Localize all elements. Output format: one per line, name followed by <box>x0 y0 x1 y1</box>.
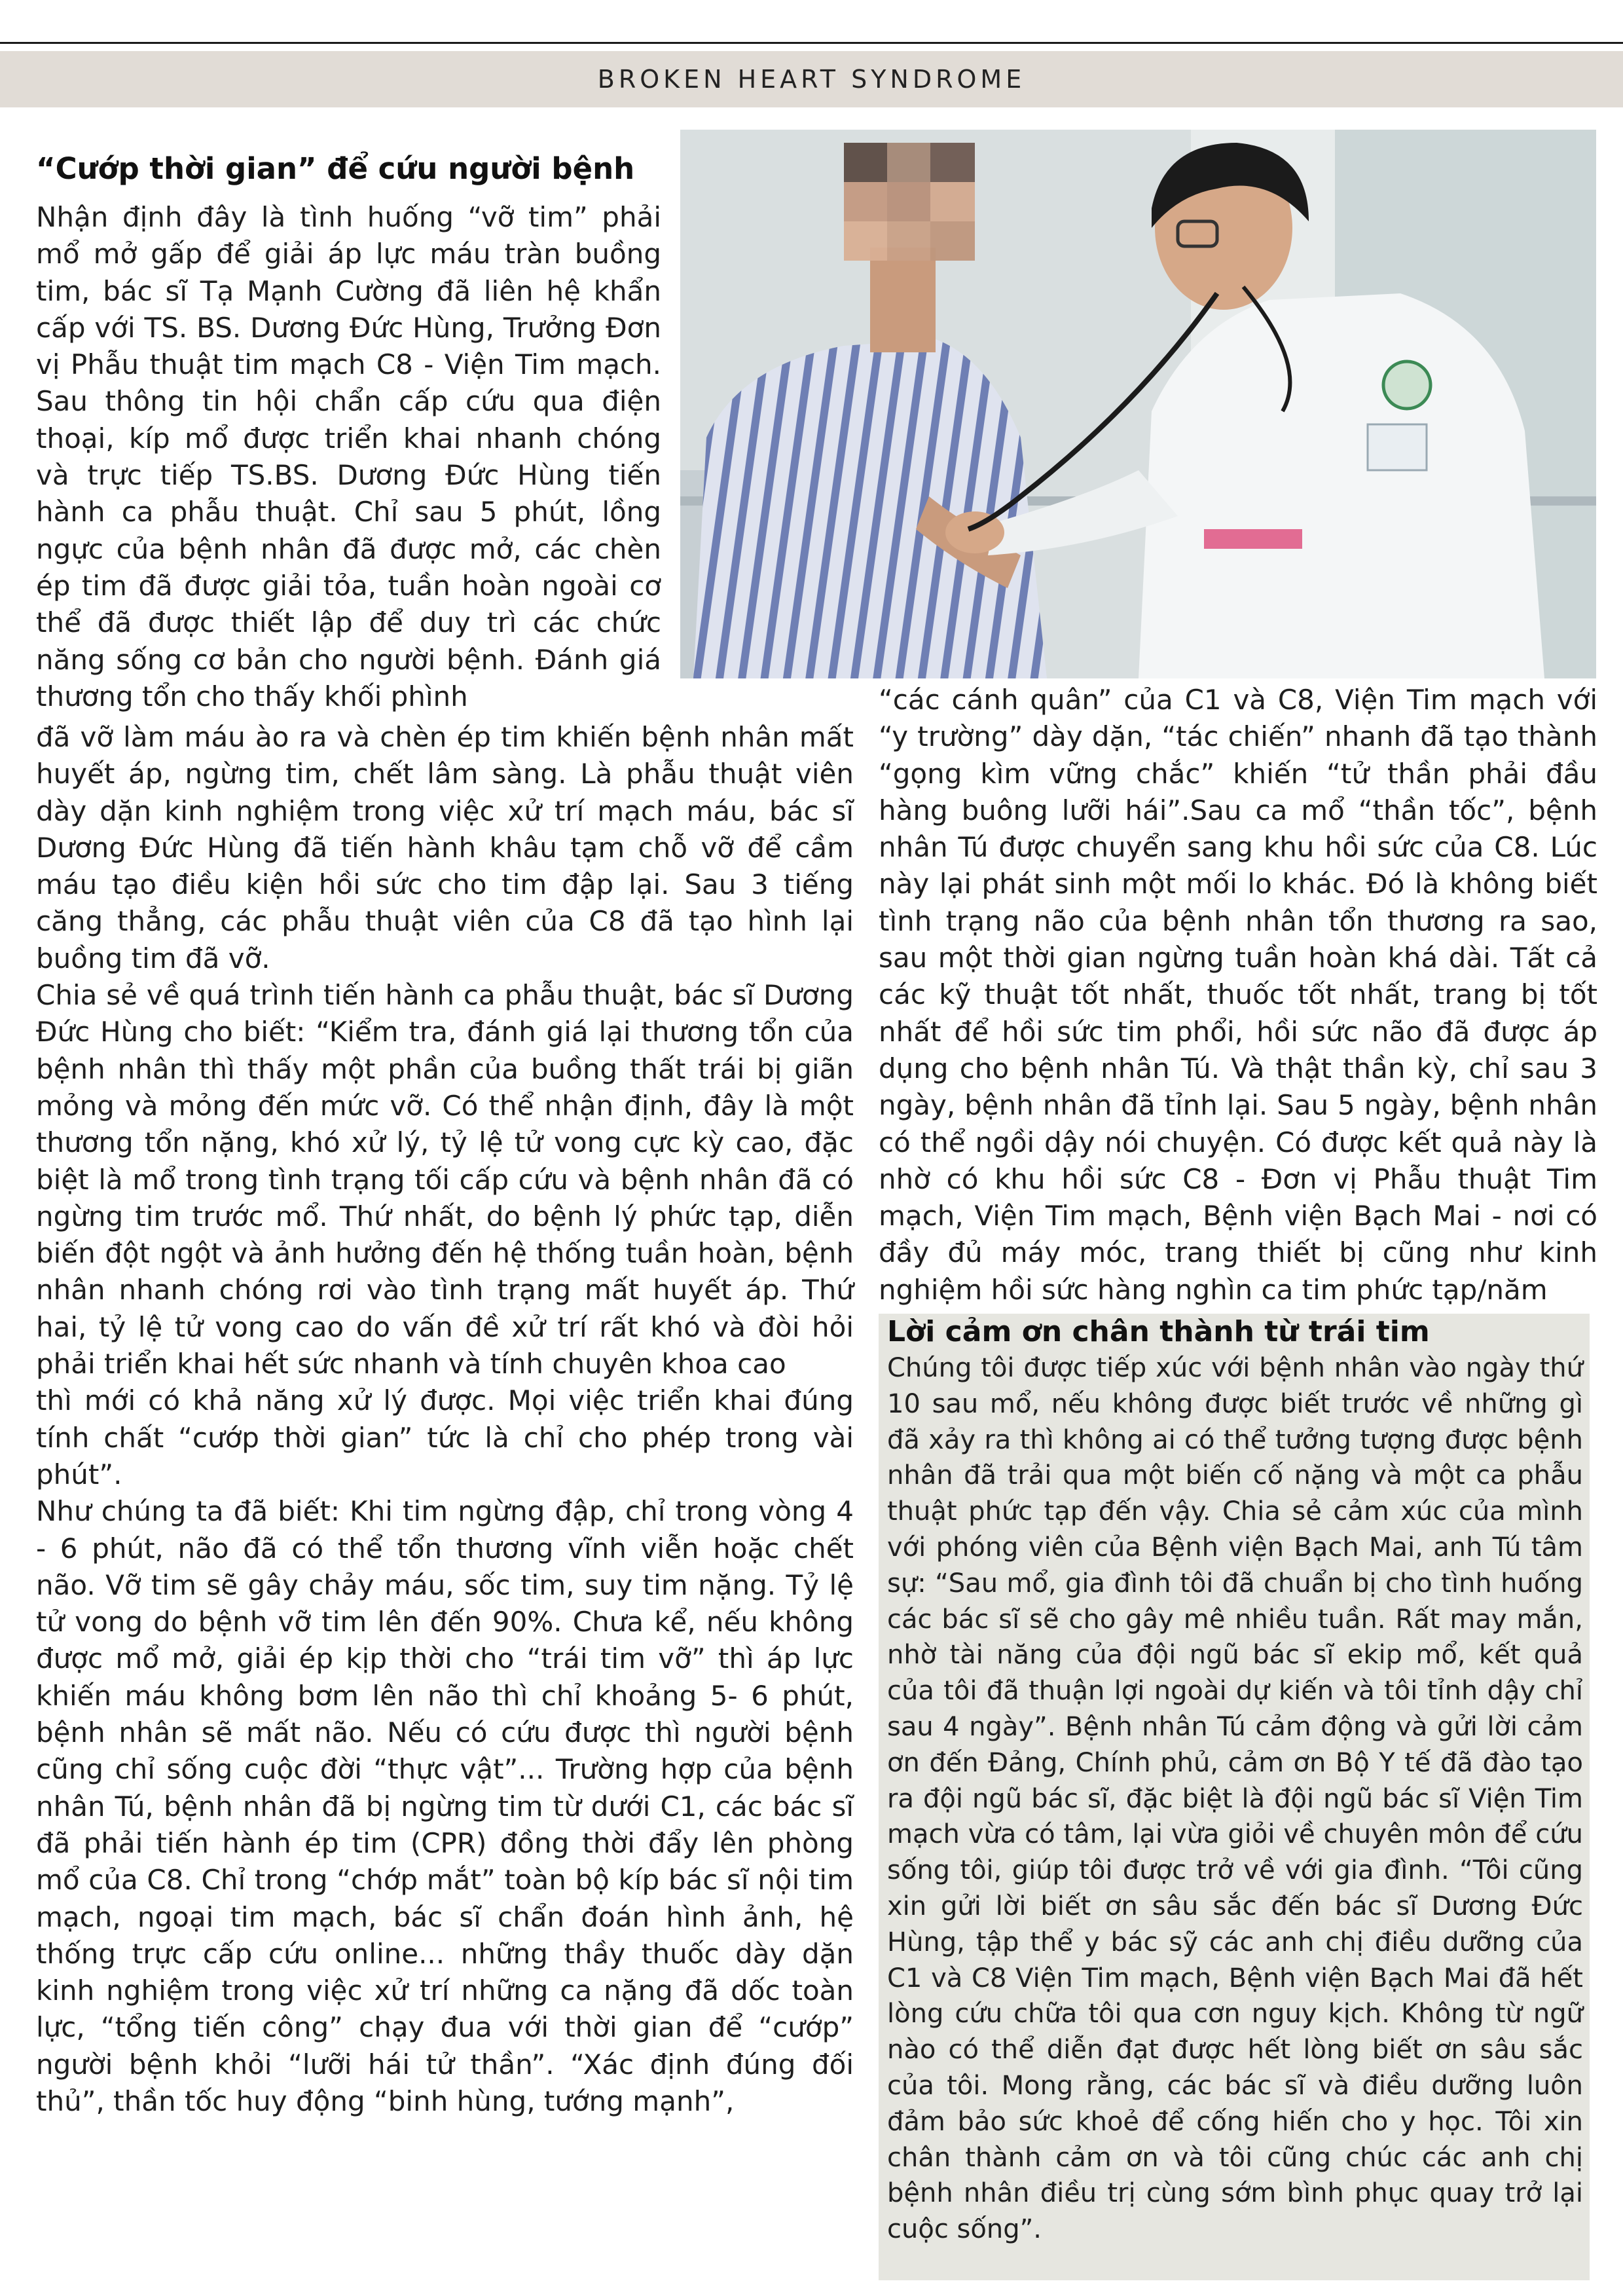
right-paragraph-1: “các cánh quân” của C1 và C8, Viện Tim mạch với “y trường” dày dặn, “tác chiến” nhanh đã tạo thành “gọng kìm vững chắc” khiến “tử thần phải đầu hàng buông lưỡi hái”.Sau ca mổ “thần tốc”, bệnh nhân Tú được chuyển sang khu hồi sức của C8. Lúc này lại phát sinh một mối lo khác. Đó là không biết tình trạng não của bệnh nhân tổn thương ra sao, sau một thời gian ngừng tuần hoàn khá dài. Tất cả các kỹ thuật tốt nhất, thuốc tốt nhất, trang bị tốt nhất để hồi sức tim phổi, hồi sức não đã được áp dụng cho bệnh nhân Tú. Và thật thần kỳ, chỉ sau 3 ngày, bệnh nhân đã tỉnh lại. Sau 5 ngày, bệnh nhân có thể ngồi dậy nói chuyện. Có được kết quả này là nhờ có khu hồi sức C8 - Đơn vị Phẫu thuật Tim mạch, Viện Tim mạch, Bệnh viện Bạch Mai - nơi có đầy đủ máy móc, trang thiết bị cũng như kinh nghiệm hồi sức hàng nghìn ca tim phức tạp/năm <box>879 684 1597 1306</box>
left-column <box>36 719 854 2120</box>
article-heading: “Cướp thời gian” để cứu người bệnh <box>36 151 635 186</box>
doctor-examining-patient-photo <box>680 130 1596 678</box>
thank-you-body: Chúng tôi được tiếp xúc với bệnh nhân vào ngày thứ 10 sau mổ, nếu không được biết trước về những gì đã xảy ra thì không ai có thể tưởng tượng được bệnh nhân đã trải qua một biến cố nặng và một ca phẫu thuật phức tạp đến vậy. Chia sẻ cảm xúc của mình với phóng viên của Bệnh viện Bạch Mai, anh Tú tâm sự: “Sau mổ, gia đình tôi đã chuẩn bị cho tình huống các bác sĩ sẽ cho gây mê nhiều tuần. Rất may mắn, nhờ tài năng của đội ngũ bác sĩ ekip mổ, kết quả của tôi đã thuận lợi ngoài dự kiến và tôi tỉnh dậy chỉ sau 4 ngày”. Bệnh nhân Tú cảm động và gửi lời cảm ơn đến Đảng, Chính phủ, cảm ơn Bộ Y tế đã đào tạo ra đội ngũ bác sĩ, đặc biệt là đội ngũ bác sĩ Viện Tim mạch vừa có tâm, lại vừa giỏi về chuyên môn để cứu sống tôi, giúp tôi được trở về với gia đình. “Tôi cũng xin gửi lời biết ơn sâu sắc đến bác sĩ Dương Đức Hùng, tập thể y bác sỹ các anh chị điều dưỡng của C1 và C8 Viện Tim mạch, Bệnh viện Bạch Mai đã hết lòng cứu chữa tôi qua cơn nguy kịch. Không từ ngữ nào có thể diễn đạt được hết lòng biết ơn sâu sắc của tôi. Mong rằng, các bác sĩ và điều dưỡng luôn đảm bảo sức khoẻ để cống hiến cho y học. Tôi xin chân thành cảm ơn và tôi cũng chúc các anh chị bệnh nhân điều trị cùng sớm bình phục quay trở lại cuộc sống”. <box>887 1353 1583 2245</box>
section-header <box>0 51 1623 107</box>
top-rule <box>0 42 1623 44</box>
left-paragraph-1: đã vỡ làm máu ào ra và chèn ép tim khiến bệnh nhân mất huyết áp, ngừng tim, chết lâm sàng. Là phẫu thuật viên dày dặn kinh nghiệm trong việc xử trí mạch máu, bác sĩ Dương Đức Hùng đã tiến hành khâu tạm chỗ vỡ để cầm máu tạo điều kiện hồi sức cho tim đập lại. Sau 3 tiếng căng thẳng, các phẫu thuật viên của C8 đã tạo hình lại buồng tim đã vỡ. <box>36 721 854 974</box>
article-photo <box>680 130 1596 678</box>
intro-column <box>36 199 661 715</box>
thank-you-box <box>879 1314 1590 2280</box>
right-column <box>879 682 1597 1308</box>
intro-paragraph: Nhận định đây là tình huống “vỡ tim” phải mổ mở gấp để giải áp lực máu tràn buồng tim, bác sĩ Tạ Mạnh Cường đã liên hệ khẩn cấp với TS. BS. Dương Đức Hùng, Trưởng Đơn vị Phẫu thuật tim mạch C8 - Viện Tim mạch. Sau thông tin hội chẩn cấp cứu qua điện thoại, kíp mổ được triển khai nhanh chóng và trực tiếp TS.BS. Dương Đức Hùng tiến hành ca phẫu thuật. Chỉ sau 5 phút, lồng ngực của bệnh nhân đã được mở, các chèn ép tim đã được giải tỏa, tuần hoàn ngoài cơ thể đã được thiết lập để duy trì các chức năng sống cơ bản cho người bệnh. Đánh giá thương tổn cho thấy khối phình <box>36 201 661 713</box>
article-heading-block <box>36 149 665 189</box>
left-paragraph-2: Chia sẻ về quá trình tiến hành ca phẫu thuật, bác sĩ Dương Đức Hùng cho biết: “Kiểm tra, đánh giá lại thương tổn của bệnh nhân thì thấy một phần của buồng thất trái bị giãn mỏng và mỏng đến mức vỡ. Có thể nhận định, đây là một thương tổn nặng, khó xử lý, tỷ lệ tử vong cực kỳ cao, đặc biệt là mổ trong tình trạng tối cấp cứu và bệnh nhân đã có ngừng tim trước mổ. Thứ nhất, do bệnh lý phức tạp, diễn biến đột ngột và ảnh hưởng đến hệ thống tuần hoàn, bệnh nhân nhanh chóng rơi vào tình trạng mất huyết áp. Thứ hai, tỷ lệ tử vong cao do vấn đề xử trí rất khó và đòi hỏi phải triển khai hết sức nhanh và tính chuyên khoa cao <box>36 979 854 1380</box>
section-header-title: BROKEN HEART SYNDROME <box>597 65 1026 94</box>
left-paragraph-4: Như chúng ta đã biết: Khi tim ngừng đập, chỉ trong vòng 4 - 6 phút, não đã có thể tổn thương vĩnh viễn hoặc chết não. Vỡ tim sẽ gây chảy máu, sốc tim, suy tim nặng. Tỷ lệ tử vong do bệnh vỡ tim lên đến 90%. Chưa kể, nếu không được mổ mở, giải ép kịp thời cho “trái tim vỡ” thì áp lực khiến máu không bơm lên não thì chỉ khoảng 5- 6 phút, bệnh nhân sẽ mất não. Nếu có cứu được thì người bệnh cũng chỉ sống cuộc đời “thực vật”... Trường hợp của bệnh nhân Tú, bệnh nhân đã bị ngừng tim từ dưới C1, các bác sĩ đã phải tiến hành ép tim (CPR) đồng thời đẩy lên phòng mổ của C8. Chỉ trong “chớp mắt” toàn bộ kíp bác sĩ nội tim mạch, ngoại tim mạch, bác sĩ chẩn đoán hình ảnh, hệ thống trực cấp cứu online... những thầy thuốc dày dặn kinh nghiệm trong việc xử trí những ca nặng đã dốc toàn lực, “tổng tiến công” chạy đua với thời gian để “cướp” người bệnh khỏi “lưỡi hái tử thần”. “Xác định đúng đối thủ”, thần tốc huy động “binh hùng, tướng mạnh”, <box>36 1495 854 2117</box>
left-paragraph-3: thì mới có khả năng xử lý được. Mọi việc triển khai đúng tính chất “cướp thời gian” tức là chỉ cho phép trong vài phút”. <box>36 1384 854 1491</box>
thank-you-heading: Lời cảm ơn chân thành từ trái tim <box>887 1315 1430 1348</box>
